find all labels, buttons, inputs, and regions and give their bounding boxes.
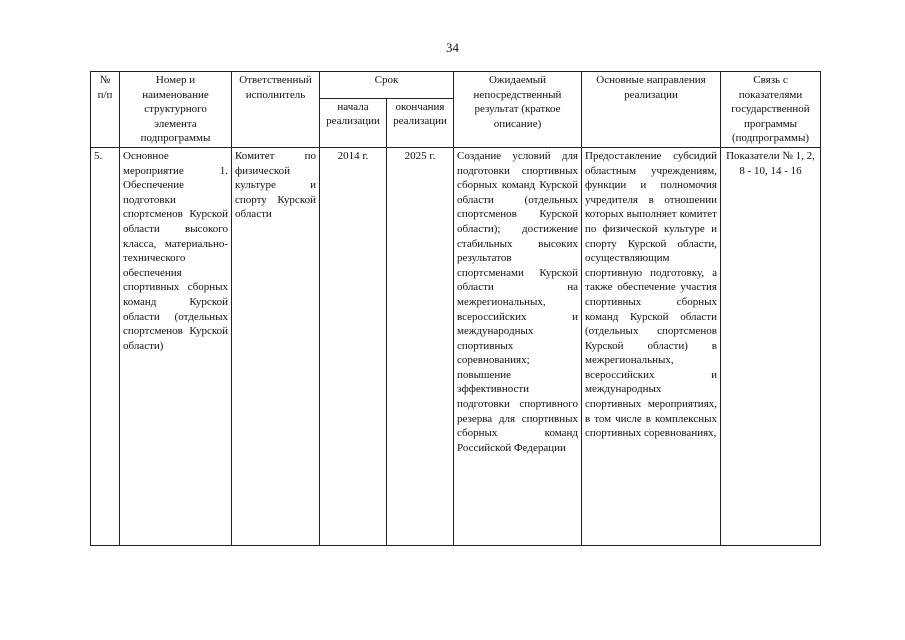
header-num: № п/п — [91, 72, 120, 148]
row-directions: Предоставление субсидий областным учреждениям, функции и полномочия учредителя в отношении которых выполняет комитет по физической культуре и спорту Курской области, осуществляющим спортивную подготовку, а также обеспечение участия спортивных сборных команд Курской области (отдельных спортсменов Курской области) в межрегиональных, всероссийских и международных спортивных мероприятиях, в том числе в комплексных спортивных соревнованиях, — [582, 147, 721, 545]
program-table — [90, 71, 821, 546]
header-link: Связь с показателями государственной программы (подпрограммы) — [721, 72, 821, 148]
row-start: 2014 г. — [320, 147, 387, 545]
header-result: Ожидаемый непосредственный результат (краткое описание) — [454, 72, 582, 148]
header-term-start: начала реализации — [320, 98, 387, 147]
header-term-end: окончания реализации — [387, 98, 454, 147]
header-row — [91, 72, 821, 99]
row-result: Создание условий для подготовки спортивных сборных команд Курской области (отдельных спортсменов Курской области); достижение стабильных высоких результатов спортсменами Курской области на межрегиональных, всероссийских и международных спортивных соревнованиях; повышение эффективности подготовки спортивного резерва для спортивных сборных команд Российской Федерации — [454, 147, 582, 545]
header-executor: Ответственный исполнитель — [232, 72, 320, 148]
header-term: Срок — [320, 72, 454, 99]
row-executor: Комитет по физической культуре и спорту Курской области — [232, 147, 320, 545]
header-element: Номер и наименование структурного элемента подпрограммы — [120, 72, 232, 148]
row-element: Основное мероприятие 1. Обеспечение подготовки спортсменов Курской области высокого класса, материально-технического обеспечения спортивных сборных команд Курской области (отдельных спортсменов Курской области) — [120, 147, 232, 545]
page-number: 34 — [446, 40, 459, 55]
header-directions: Основные направления реализации — [582, 72, 721, 148]
row-num: 5. — [91, 147, 120, 545]
table-row — [91, 147, 821, 545]
row-link: Показатели № 1, 2, 8 - 10, 14 - 16 — [721, 147, 821, 545]
row-end: 2025 г. — [387, 147, 454, 545]
